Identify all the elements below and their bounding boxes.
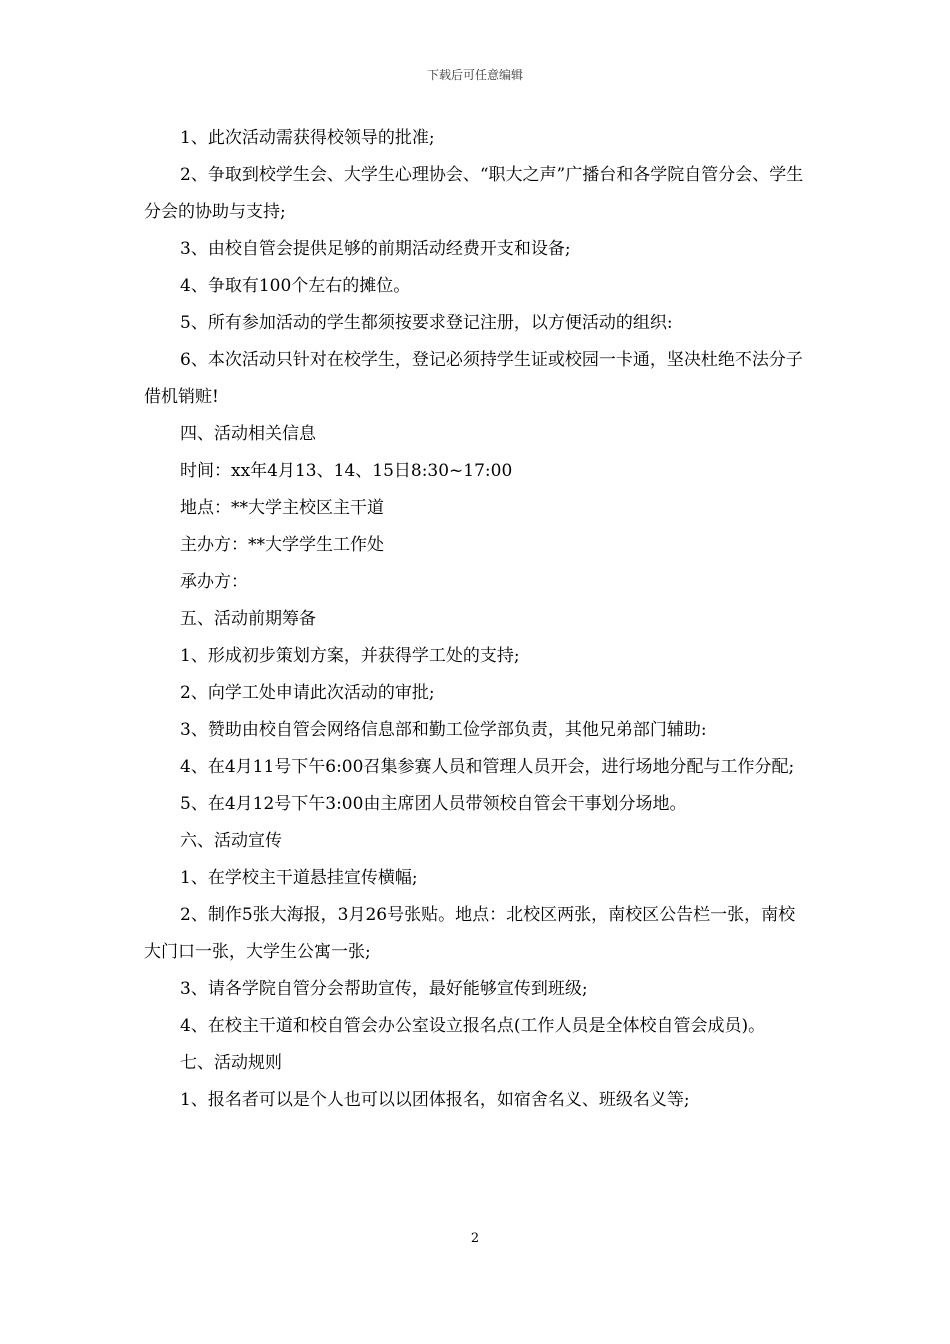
paragraph: 4、在4月11号下午6:00召集参赛人员和管理人员开会，进行场地分配与工作分配; [180, 757, 795, 777]
paragraph: 时间：xx年4月13、14、15日8:30~17:00 [180, 461, 513, 481]
paragraph: 地点：**大学主校区主干道 [180, 498, 384, 518]
paragraph: 承办方： [180, 572, 248, 592]
paragraph: 2、向学工处申请此次活动的审批; [180, 683, 435, 703]
paragraph: 2、制作5张大海报，3月26号张贴。地点：北校区两张，南校区公告栏一张，南校大门口一张，大学生公寓一张; [144, 905, 796, 962]
paragraph: 4、争取有100个左右的摊位。 [180, 276, 411, 296]
page-number: 2 [470, 1231, 480, 1246]
section-heading: 四、活动相关信息 [180, 424, 316, 444]
paragraph: 1、此次活动需获得校领导的批准; [180, 128, 435, 148]
paragraph: 1、在学校主干道悬挂宣传横幅; [180, 868, 418, 888]
paragraph: 2、争取到校学生会、大学生心理协会、“职大之声”广播台和各学院自管分会、学生分会的协助与支持; [144, 165, 804, 222]
section-heading: 七、活动规则 [180, 1053, 282, 1073]
section-heading: 五、活动前期筹备 [180, 609, 316, 629]
paragraph: 1、形成初步策划方案，并获得学工处的支持; [180, 646, 520, 666]
paragraph: 6、本次活动只针对在校学生，登记必须持学生证或校园一卡通，坚决杜绝不法分子借机销赃! [144, 350, 803, 407]
paragraph: 3、由校自管会提供足够的前期活动经费开支和设备; [180, 239, 571, 259]
paragraph: 1、报名者可以是个人也可以以团体报名，如宿舍名义、班级名义等; [180, 1090, 690, 1110]
paragraph: 3、请各学院自管分会帮助宣传，最好能够宣传到班级; [180, 979, 588, 999]
section-heading: 六、活动宣传 [180, 831, 282, 851]
paragraph: 4、在校主干道和校自管会办公室设立报名点(工作人员是全体校自管会成员)。 [180, 1016, 766, 1036]
page-header: 下载后可任意编辑 [426, 68, 523, 82]
paragraph: 5、所有参加活动的学生都须按要求登记注册，以方便活动的组织: [180, 313, 673, 333]
document-body [144, 120, 808, 1119]
paragraph: 5、在4月12号下午3:00由主席团人员带领校自管会干事划分场地。 [180, 794, 687, 814]
paragraph: 主办方：**大学学生工作处 [180, 535, 384, 555]
paragraph: 3、赞助由校自管会网络信息部和勤工俭学部负责，其他兄弟部门辅助: [180, 720, 707, 740]
